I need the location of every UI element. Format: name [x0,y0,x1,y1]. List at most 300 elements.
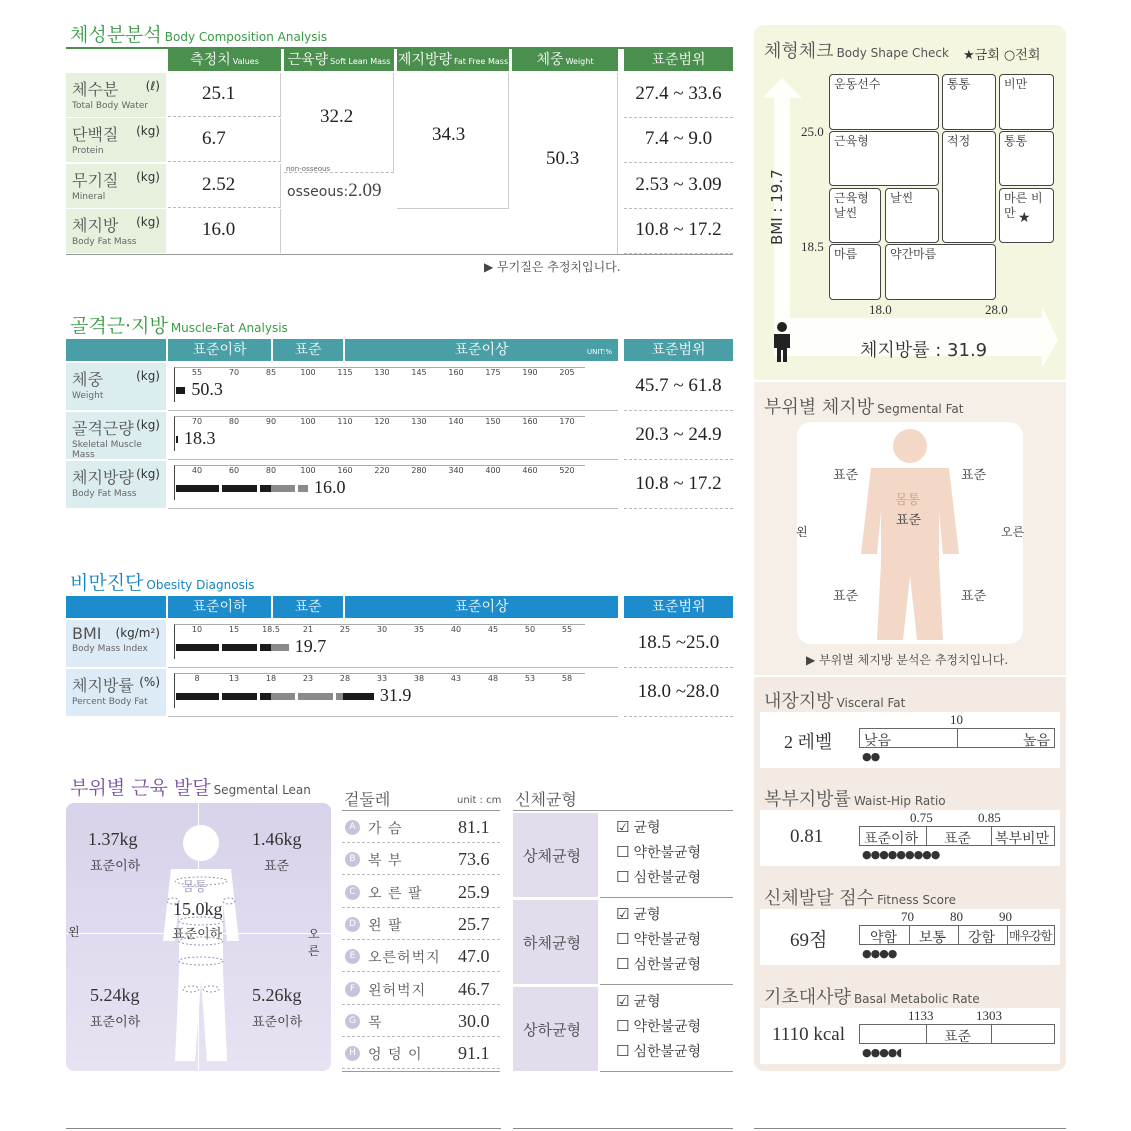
fit-s3: 강함 [968,930,996,946]
bca-row-name: 단백질 (kg) [72,124,160,144]
mfa-tick-label: 150 [485,417,501,426]
obs-header-under: 표준이하 [168,596,271,618]
bmr-tick-1: 1133 [908,1008,934,1023]
circ-value: 25.9 [458,881,490,902]
mfa-tick-label: 190 [522,368,538,377]
bca-header-ffm: 제지방량 Fat Free Mass [397,49,509,71]
mfa-tick-label: 400 [485,466,501,475]
bca-value-cell [168,73,281,117]
sl-value: 32.2 [320,106,354,127]
non-osseous-label: non-osseous [286,165,331,173]
shape-cell-muscular-slim: 근육형 날씬 [829,188,881,243]
seg-left-arm-status: 표준이하 [90,859,141,874]
circ-row [342,1041,500,1069]
seg-trunk-kg: 15.0kg [173,899,223,919]
mfa-tick-label: 130 [374,368,390,377]
mfa-tick-label: 170 [559,417,575,426]
bca-row-label [66,209,166,253]
seg-right-leg-kg: 5.26kg [252,985,302,1005]
mfa-row-label [66,412,166,459]
mfa-tick-label: 100 [300,368,316,377]
circ-name: 엉 덩 이 [368,1047,423,1064]
bca-row-range: 27.4 ~ 33.6 [635,83,722,104]
obs-tick-label: 53 [524,674,536,683]
bca-row-value: 25.1 [202,83,236,104]
unchecked-box-icon: ☐ [616,843,630,861]
mfa-tick-label: 40 [191,466,203,475]
obs-tick-label: 38 [413,674,425,683]
shape-cell-slightly-thin: 약간마름 [885,244,996,300]
bca-row-range: 7.4 ~ 9.0 [644,128,713,149]
mfa-tick-label: 220 [374,466,390,475]
sfat-trunk: 표준 [896,513,922,528]
seg-left-leg-kg: 5.24kg [90,985,140,1005]
circ-value: 46.7 [458,978,490,999]
obs-bar-value: 19.7 [294,636,327,656]
osseous-line: osseous:2.09 [287,180,382,201]
visc-low: 낮음 [864,733,892,749]
bal-option: ☐ 약한불균형 [616,930,702,948]
bca-value-cell [168,118,281,162]
obs-tick-label: 58 [561,674,573,683]
pbf-tick-18: 18.0 [869,302,892,317]
circ-unit: unit : cm [457,795,502,806]
mfa-bar-value: 16.0 [314,477,346,497]
seg-right-arm-kg: 1.46kg [252,829,302,849]
seg-right-leg-status: 표준이하 [252,1015,303,1030]
bal-top-rule [513,810,733,811]
whr-s3: 복부비만 [995,831,1050,847]
sfat-left-arm: 표준 [833,468,859,483]
mfa-bar-value: 50.3 [191,379,223,399]
bal-option: ☐ 약한불균형 [616,843,702,861]
mfa-row-range: 45.7 ~ 61.8 [635,375,722,396]
unchecked-box-icon: ☐ [616,1042,630,1060]
bca-row-en: Total Body Water [72,101,149,111]
circ-row [342,977,500,1005]
obs-tick-label: 23 [302,674,314,683]
obs-tick-label: 21 [302,625,314,634]
whr-value: 0.81 [790,826,824,847]
obs-tick-label: 33 [376,674,388,683]
circ-row [342,815,500,843]
mfa-row-name: 골격근량 (kg) [72,418,160,438]
mfa-row-name: 체지방량 (kg) [72,467,160,487]
obs-header-blank [66,596,166,618]
circ-row [342,847,500,875]
obs-bar-gap [219,644,222,651]
mfa-bar-gap [295,485,298,492]
bottom-rule-3 [754,1128,1066,1129]
shape-cell-chubby-2: 통통 [999,131,1054,186]
fit-tick-3: 90 [999,909,1012,924]
bca-header-values: 측정치 Values [168,49,281,71]
mfa-tick-label: 145 [411,368,427,377]
obs-bar-over [343,693,374,700]
seg-lean-box [66,803,331,1071]
bca-row-name: 체수분 (ℓ) [72,79,160,99]
obs-tick-label: 15 [228,625,240,634]
bmi-tick-25: 25.0 [801,124,824,139]
circ-row [342,880,500,908]
bca-header-wt: 체중 Weight [512,49,618,71]
visc-tick: 10 [950,712,963,727]
sfat-left-label: 왼 [796,525,808,539]
obs-tick-label: 25 [339,625,351,634]
bmr-value: 1110 kcal [772,1024,845,1045]
bal-option: ☑ 균형 [616,992,661,1010]
sfat-left-leg: 표준 [833,589,859,604]
visc-high: 높음 [1022,733,1050,749]
obs-row-en: Percent Body Fat [72,697,148,707]
bca-row-name: 체지방 (kg) [72,215,160,235]
circ-row [342,944,500,972]
unchecked-box-icon: ☐ [616,868,630,886]
mfa-range-sep [624,508,733,509]
bca-row-value: 6.7 [202,128,226,149]
circ-name: 가 슴 [368,821,403,837]
current-star-icon: ★ [1018,210,1031,226]
visc-dots: ●● [862,750,880,763]
mfa-tick-label: 80 [265,466,277,475]
obs-tick-label: 35 [413,625,425,634]
whr-tick-2: 0.85 [978,810,1001,825]
bca-row-label [66,118,166,162]
mfa-row-en: Body Fat Mass [72,489,137,499]
circ-letter-badge: C [345,885,360,900]
circ-value: 81.1 [458,817,490,837]
obs-tick-label: 28 [339,674,351,683]
bca-row-en: Protein [72,146,104,156]
seg-right-arm-status: 표준 [264,859,290,874]
circ-name: 목 [368,1014,383,1031]
sfat-right-leg: 표준 [961,589,987,604]
seg-section-title: 부위별 근육 발달 Segmental Lean [70,777,311,799]
mfa-range-sep [624,410,733,411]
obs-range-sep [624,667,733,668]
mfa-tick-label: 120 [374,417,390,426]
obs-tick-label: 10 [191,625,203,634]
sl-cell [284,73,394,173]
bmi-axis-label: BMI : 19.7 [768,169,786,245]
mfa-row-label [66,461,166,508]
circ-name: 왼 팔 [368,917,403,934]
obs-tick-label: 50 [524,625,536,634]
mfa-tick-label: 130 [411,417,427,426]
bal-option: ☐ 심한불균형 [616,1042,702,1060]
seg-trunk-label: 몸통 [182,880,208,895]
mfa-tick-label: 460 [522,466,538,475]
obs-row-rule [168,716,618,717]
obs-header-over: 표준이상 [345,596,618,618]
circ-letter-badge: F [345,982,360,997]
mfa-bar-under [176,436,178,443]
bottom-rule-1 [66,1128,501,1129]
bca-row-range: 2.53 ~ 3.09 [635,174,722,195]
bmi-tick-18: 18.5 [801,239,824,254]
visc-value: 2 레벨 [784,732,833,752]
obs-bar-value: 31.9 [379,685,412,705]
bal-row-rule [600,1071,733,1072]
seg-left-label: 왼 [68,925,80,939]
obs-row-label [66,669,166,716]
sfat-trunk-label: 몸통 [895,493,921,508]
bal-title: 신체균형 [515,790,577,809]
mfa-header-over: 표준이상 UNIT:% [345,339,618,361]
obs-bar-std [271,644,289,651]
visc-scale [859,728,1055,748]
shape-cell-athlete: 운동선수 [829,74,939,130]
obs-section-title: 비만진단 Obesity Diagnosis [70,572,255,594]
sfat-right-label: 오른 [1001,525,1025,539]
mfa-bar-gap [257,485,260,492]
fit-title: 신체발달 점수 Fitness Score [764,888,957,909]
fit-tick-2: 80 [950,909,963,924]
obs-tick-label: 43 [450,674,462,683]
obs-bar-gap [257,644,260,651]
shape-cell-optimal: 적정 [942,131,996,243]
mfa-row-rule [168,508,618,509]
obs-tick-label: 48 [487,674,499,683]
sfat-note: ▶ 부위별 체지방 분석은 추정치입니다. [806,653,1009,667]
bca-bottom-rule [66,254,733,255]
mfa-tick-label: 160 [522,417,538,426]
bca-row-label [66,164,166,208]
mfa-tick-label: 160 [448,368,464,377]
obs-bar-gap [219,693,222,700]
bmr-s1: 표준 [944,1029,972,1045]
mfa-tick-label: 140 [448,417,464,426]
bal-name: 상체균형 [523,847,581,865]
bal-option: ☐ 약한불균형 [616,1017,702,1035]
checked-box-icon: ☑ [616,905,630,923]
whr-s1: 표준이하 [864,831,919,847]
obs-tick-label: 8 [194,674,200,683]
legend-now: ★금회 [963,48,1000,63]
obs-row-range: 18.0 ~28.0 [637,681,720,702]
mfa-bar-gap [219,485,222,492]
obs-row-en: Body Mass Index [72,644,148,654]
mfa-tick-label: 115 [337,368,353,377]
mfa-row-en: Skeletal Muscle Mass [72,440,142,460]
obs-range-sep [624,716,733,717]
obs-tick-label: 45 [487,625,499,634]
checked-box-icon: ☑ [616,992,630,1010]
unchecked-box-icon: ☐ [616,930,630,948]
shape-cell-muscular: 근육형 [829,131,939,186]
bal-option: ☐ 심한불균형 [616,955,702,973]
obs-tick-label: 18.5 [262,625,280,634]
obs-header-std: 표준 [273,596,343,618]
mfa-bar-std [271,485,308,492]
circ-letter-badge: E [345,949,360,964]
obs-tick-label: 30 [376,625,388,634]
fit-s1: 약함 [870,930,898,946]
bca-row-en: Body Fat Mass [72,237,137,247]
mfa-bar-value: 18.3 [184,428,216,448]
shape-cell-thin: 마름 [829,244,881,300]
mfa-row-name: 체중 (kg) [72,369,160,389]
circ-letter-badge: G [345,1014,360,1029]
sfat-title: 부위별 체지방 Segmental Fat [764,397,964,418]
circ-name: 왼허벅지 [368,982,427,999]
mfa-tick-label: 55 [191,368,203,377]
mfa-bar-under [176,387,185,394]
mfa-tick-label: 175 [485,368,501,377]
circ-value: 91.1 [458,1043,490,1064]
circ-value: 47.0 [458,946,490,967]
unchecked-box-icon: ☐ [616,955,630,973]
mfa-tick-label: 70 [191,417,203,426]
wt-cell [512,73,618,254]
fit-scale [859,925,1055,945]
seg-right-label: 오른 [308,927,320,958]
legend-prev: ○전회 [1003,48,1041,63]
mfa-tick-label: 80 [228,417,240,426]
whr-tick-1: 0.75 [910,810,933,825]
bca-row-range: 10.8 ~ 17.2 [635,219,722,240]
obs-bar-gap [257,693,260,700]
whr-dots: ●●●●●●●●● [862,848,940,861]
bca-row-value: 2.52 [202,174,236,195]
circ-row [342,1009,500,1037]
bal-row-rule [600,897,733,898]
circ-name: 오 른 팔 [368,885,423,902]
checked-box-icon: ☑ [616,818,630,836]
circ-row [342,912,500,940]
bal-name: 하체균형 [523,934,581,952]
bca-header-std: 표준범위 [624,49,733,71]
mfa-tick-label: 520 [559,466,575,475]
circ-letter-badge: H [345,1046,360,1061]
obs-row-rule [168,667,618,668]
circ-value: 73.6 [458,849,490,870]
fit-dots: ●●●● [862,947,897,960]
seg-left-leg-status: 표준이하 [90,1015,141,1030]
fit-s2: 보통 [919,930,947,946]
bmr-scale [859,1024,1055,1044]
pbf-tick-28: 28.0 [985,302,1008,317]
obs-row-range: 18.5 ~25.0 [637,632,720,653]
whr-s2: 표준 [944,831,972,847]
bca-row-value: 16.0 [202,219,236,240]
circ-value: 30.0 [458,1010,490,1031]
seg-left-arm-kg: 1.37kg [88,829,138,849]
ffm-value: 34.3 [432,124,466,145]
shape-cell-slim: 날씬 [885,188,939,243]
obs-tick-label: 40 [450,625,462,634]
circ-letter-badge: D [345,917,360,932]
bca-row-en: Mineral [72,192,106,202]
mfa-row-en: Weight [72,391,104,401]
mfa-tick-label: 110 [337,417,353,426]
shape-title: 체형체크 Body Shape Check [764,41,949,62]
ffm-cell [397,73,509,209]
shape-cell-chubby-1: 통통 [942,74,996,130]
sfat-box [797,422,1023,644]
obs-row-name: BMI (kg/m²) [72,624,160,643]
circ-bottom-rule [342,1071,500,1072]
bca-value-cell [168,164,281,208]
obs-tick-label: 18 [265,674,277,683]
mineral-note: ▶ 무기질은 추정치입니다. [484,260,621,274]
bal-option: ☑ 균형 [616,818,661,836]
mfa-header-under: 표준이하 [168,339,271,361]
fit-value: 69점 [790,930,828,951]
shape-legend [963,44,1040,63]
obs-tick-label: 55 [561,625,573,634]
bca-range-sep [624,162,733,163]
circ-name: 오른허벅지 [368,950,441,967]
mfa-tick-label: 90 [265,417,277,426]
bal-option: ☑ 균형 [616,905,661,923]
circ-name: 복 부 [368,853,403,870]
shape-cell-obese: 비만 [999,74,1054,130]
mfa-tick-label: 85 [265,368,277,377]
bal-option: ☐ 심한불균형 [616,868,702,886]
mfa-section-title: 골격근·지방 Muscle-Fat Analysis [70,315,288,337]
bca-section-title: 체성분분석 Body Composition Analysis [70,24,328,46]
wt-value: 50.3 [546,148,580,169]
circ-letter-badge: B [345,852,360,867]
bca-range-sep [624,117,733,118]
bmr-title: 기초대사량 Basal Metabolic Rate [764,987,980,1008]
obs-bar-gap [333,693,336,700]
bca-row-name: 무기질 (kg) [72,170,160,190]
mfa-row-range: 20.3 ~ 24.9 [635,424,722,445]
mfa-row-label [66,363,166,410]
mfa-tick-label: 60 [228,466,240,475]
bal-name: 상하균형 [523,1021,581,1039]
mfa-header-std: 표준 [273,339,343,361]
bottom-rule-2 [513,1128,733,1129]
mfa-tick-label: 160 [337,466,353,475]
obs-row-label [66,620,166,667]
circ-title: 겉둘레 [344,790,391,809]
bmr-tick-2: 1303 [976,1008,1002,1023]
mfa-row-rule [168,410,618,411]
shape-cell-skinny-fat: 마른 비만 ★ [999,188,1054,243]
obs-row-name: 체지방률 (%) [72,675,160,695]
bal-row-rule [600,984,733,985]
fit-s4: 매우강함 [1009,929,1052,943]
obs-header-range: 표준범위 [624,596,733,618]
mfa-tick-label: 205 [559,368,575,377]
obs-tick-label: 13 [228,674,240,683]
mfa-header-blank [66,339,166,361]
circ-value: 25.7 [458,913,490,934]
mfa-tick-label: 100 [300,466,316,475]
mfa-tick-label: 100 [300,417,316,426]
visc-title: 내장지방 Visceral Fat [764,691,906,712]
mfa-tick-label: 340 [448,466,464,475]
bca-range-sep [624,208,733,209]
unchecked-box-icon: ☐ [616,1017,630,1035]
bmr-dots: ●●●●◖ [862,1046,902,1059]
fit-tick-1: 70 [901,909,914,924]
mfa-header-range: 표준범위 [624,339,733,361]
mfa-range-sep [624,459,733,460]
mfa-tick-label: 280 [411,466,427,475]
pbf-axis-label: 체지방률 : 31.9 [860,340,988,361]
mfa-row-rule [168,459,618,460]
circ-letter-badge: A [345,820,360,835]
whr-scale [859,826,1055,846]
mfa-row-range: 10.8 ~ 17.2 [635,473,722,494]
obs-bar-gap [295,693,298,700]
whr-title: 복부지방률 Waist-Hip Ratio [764,789,946,810]
mfa-tick-label: 70 [228,368,240,377]
